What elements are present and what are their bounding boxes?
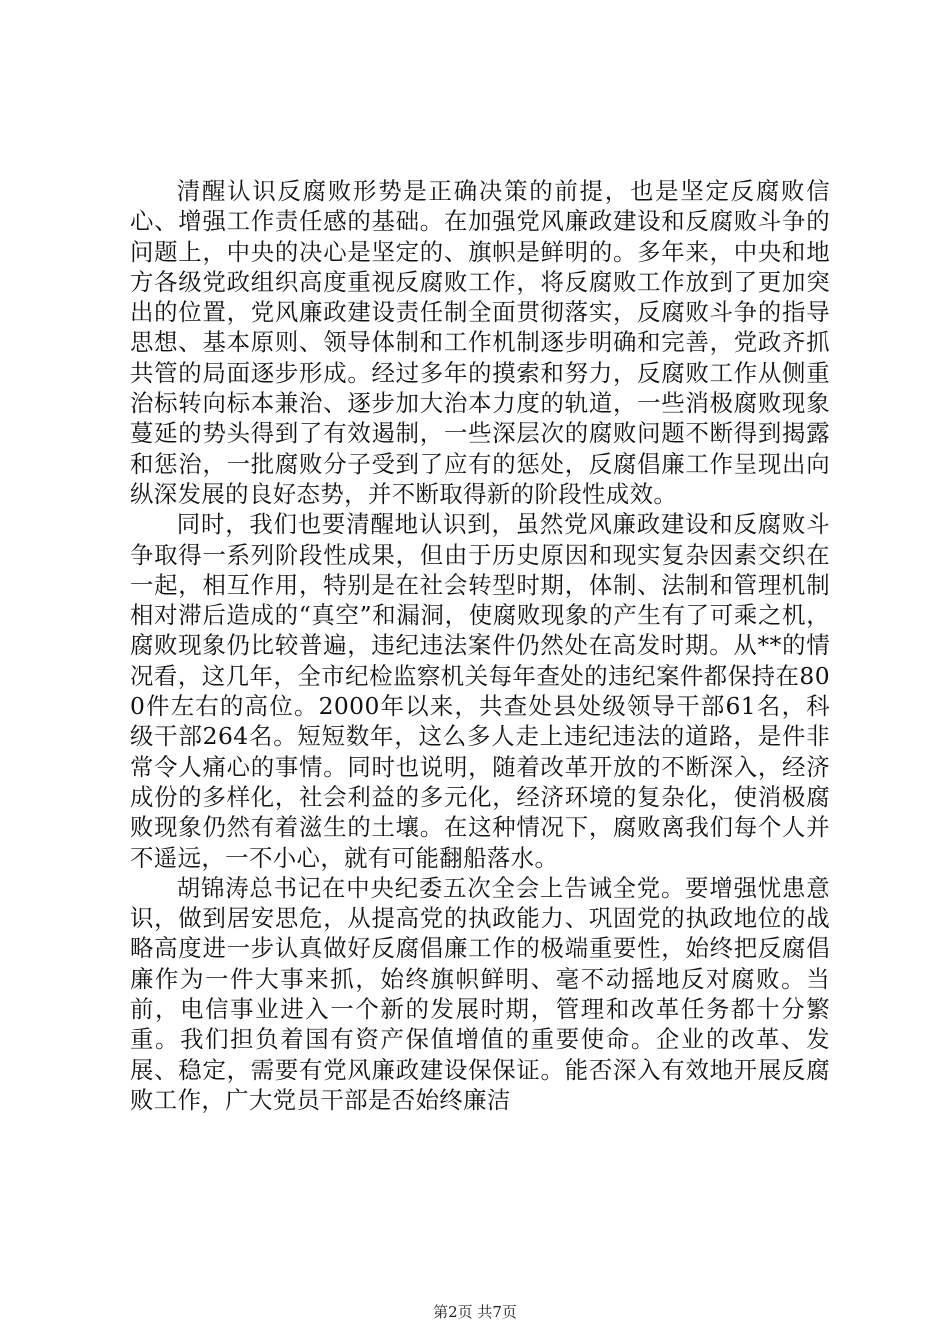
- paragraph-3: 胡锦涛总书记在中央纪委五次全会上告诫全党。要增强忧患意识，做到居安思危，从提高党的执政能力、巩固党的执政地位的战略高度进一步认真做好反腐倡廉工作的极端重要性，始终把反腐倡廉作为一件大事来抓，始终旗帜鲜明、毫不动摇地反对腐败。当前，电信事业进入一个新的发展时期，管理和改革任务都十分繁重。我们担负着国有资产保值增值的重要使命。企业的改革、发展、稳定，需要有党风廉政建设保保证。能否深入有效地开展反腐败工作，广大党员干部是否始终廉洁: [130, 873, 830, 1114]
- paragraph-2: 同时，我们也要清醒地认识到，虽然党风廉政建设和反腐败斗争取得一系列阶段性成果，但由于历史原因和现实复杂因素交织在一起，相互作用，特别是在社会转型时期，体制、法制和管理机制相对滞后造成的“真空”和漏洞，使腐败现象的产生有了可乘之机，腐败现象仍比较普遍，违纪违法案件仍然处在高发时期。从**的情况看，这几年，全市纪检监察机关每年查处的违纪案件都保持在800件左右的高位。2000年以来，共查处县处级领导干部61名，科级干部264名。短短数年，这么多人走上违纪违法的道路，是件非常令人痛心的事情。同时也说明，随着改革开放的不断深入，经济成份的多样化，社会利益的多元化，经济环境的复杂化，使消极腐败现象仍然有着滋生的土壤。在这种情况下，腐败离我们每个人并不遥远，一不小心，就有可能翻船落水。: [130, 510, 830, 872]
- document-body: [130, 176, 830, 1115]
- page-footer: 第2页 共7页: [433, 1303, 517, 1321]
- paragraph-1: 清醒认识反腐败形势是正确决策的前提，也是坚定反腐败信心、增强工作责任感的基础。在加强党风廉政建设和反腐败斗争的问题上，中央的决心是坚定的、旗帜是鲜明的。多年来，中央和地方各级党政组织高度重视反腐败工作，将反腐败工作放到了更加突出的位置，党风廉政建设责任制全面贯彻落实，反腐败斗争的指导思想、基本原则、领导体制和工作机制逐步明确和完善，党政齐抓共管的局面逐步形成。经过多年的摸索和努力，反腐败工作从侧重治标转向标本兼治、逐步加大治本力度的轨道，一些消极腐败现象蔓延的势头得到了有效遏制，一些深层次的腐败问题不断得到揭露和惩治，一批腐败分子受到了应有的惩处，反腐倡廉工作呈现出向纵深发展的良好态势，并不断取得新的阶段性成效。: [130, 177, 830, 508]
